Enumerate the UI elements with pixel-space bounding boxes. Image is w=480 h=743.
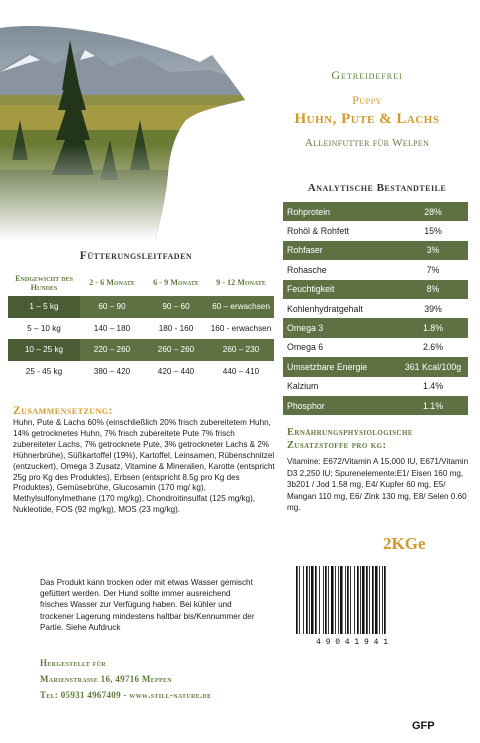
composition-text: Huhn, Pute & Lachs 60% (einschließlich 20% frisch zubereitetem Huhn, 14% getrocknetes Huhn, 7% frisch zubereitete Pute 7% frisch zubereiteter Lachs, 7% getrocknete Pute, 3% getrockneter Lachs & 2% Hühnerbrühe), Süßkartoffel (19%), Kartoffel, Leinsamen, Rübenschnitzel (entzuckert), Omega 3 Zusatz, Vitamine & Mineralien, Karotte (entspricht 25g pro Kg des Produktes), Erbsen (entspricht 8.5g pro Kg des Produktes), Gemüsebrühe, Glucosamin (170 mg/ kg), Methylsulfonylmethane (170 mg/kg), Chondroitinsulfat (125 mg/kg), Nukleotide, FOS (92 mg/kg), MOS (23 mg/kg). [13,418,275,515]
feeding-cell: 140 – 180 [93,323,131,333]
barcode-bar [354,566,355,634]
feeding-row [8,339,274,361]
analytic-row [283,377,468,396]
analytic-row [283,202,468,221]
feeding-table [8,270,274,382]
barcode-bar [323,566,324,634]
barcode-bar [335,566,336,634]
puppy-label: Puppy [352,93,382,107]
analytic-value: 1.1% [422,400,444,411]
complete-food-label: Alleinfutter für Welpen [304,137,430,149]
analytic-row [283,357,468,376]
feeding-header-9-12: 9 - 12 Monate [216,278,266,288]
feeding-cell: 60 – 90 [80,296,144,318]
barcode-bar [350,566,351,634]
analytic-row [283,260,468,279]
feeding-cell: 180 - 160 [158,323,194,333]
analytic-row [283,396,468,415]
recipe-name: Huhn, Pute & Lachs [294,111,440,127]
barcode-bar [379,566,380,634]
analytic-value: 361 Kcal/100g [404,361,462,372]
analytic-name: Phosphor [287,400,325,411]
barcode-bar [360,566,361,634]
manufacturer-block [40,655,280,703]
barcode [294,566,410,646]
barcode-bar [362,566,365,634]
feeding-cell: 10 – 25 kg [8,339,80,361]
analytic-name: Kalzium [287,381,319,392]
barcode-bar [372,566,374,634]
feeding-cell: 90 – 60 [144,296,208,318]
feeding-cell: 25 - 45 kg [25,366,63,376]
barcode-bar [347,566,349,634]
barcode-bar [309,566,310,634]
analytic-value: 28% [424,206,442,217]
analytic-name: Kohlenhydratgehalt [287,303,363,314]
barcode-bar [325,566,327,634]
analytic-name: Rohprotein [287,206,331,217]
feeding-header-weight: Endgewicht des Hundes [15,273,73,292]
barcode-bar [331,566,334,634]
analytic-value: 1.8% [422,323,444,334]
feeding-row [8,318,274,340]
analytic-title: Analytische Bestandteile [307,182,447,194]
analytic-name: Rohfaser [287,245,323,256]
analytic-name: Feuchtigkeit [287,284,335,295]
analytic-row [283,299,468,318]
barcode-bar [299,566,300,634]
barcode-bar [382,566,383,634]
analytic-value: 39% [424,303,442,314]
manufacturer-contact: Tel: 05931 4967409 - www.still-nature.de [40,690,212,700]
feeding-row [8,296,274,318]
barcode-bar [296,566,298,634]
barcode-bar [328,566,329,634]
analytic-row [283,338,468,357]
analytic-name: Rohöl & Rohfett [287,226,350,237]
gfp-label: GFP [412,720,435,732]
feeding-cell: 160 - erwachsen [210,323,272,333]
analytic-value: 3% [426,245,440,256]
analytic-value: 8% [426,284,440,295]
analytic-name: Omega 3 [287,323,324,334]
analytic-name: Umsetzbare Energie [287,361,368,372]
analytic-row [283,241,468,260]
barcode-bar [311,566,314,634]
barcode-bar [340,566,343,634]
product-title-block [262,68,472,149]
feeding-cell: 440 – 410 [222,366,260,376]
manufacturer-address: Marienstraße 16, 49716 Meppen [40,674,172,684]
feeding-cell: 260 – 230 [208,339,274,361]
manufacturer-label: Hergestellt für [40,658,106,668]
nutrition-additives-text: Vitamine: E672/Vitamin A 15,000 IU, E671/Vitamin D3 2,250 IU; Spurenelemente:E1/ Eisen 160 mg, 3b201 / Jod 1.58 mg, E4/ Kupfer 60 mg, E5/ Mangan 110 mg, E6/ Zink 130 mg, E8/ Selen 0.60 mg. [287,457,469,512]
barcode-bar [306,566,308,634]
barcode-bar [366,566,368,634]
barcode-bar [384,566,386,634]
feeding-cell: 5 – 10 kg [27,323,61,333]
analytic-value: 7% [426,264,440,275]
wolf-landscape-image [0,0,250,240]
feeding-header-2-6: 2 - 6 Monate [89,278,135,288]
feeding-cell: 1 – 5 kg [8,296,80,318]
net-weight: 2KGe [383,534,426,553]
barcode-bar [357,566,359,634]
feeding-header-6-9: 6 - 9 Monate [153,278,199,288]
barcode-bar [315,566,317,634]
feeding-cell: 220 – 260 [80,339,144,361]
barcode-bar [345,566,346,634]
feeding-cell: 60 – erwachsen [208,296,274,318]
analytic-row [283,280,468,299]
feeding-row [8,361,274,383]
feeding-cell: 260 – 260 [144,339,208,361]
grain-free-label: Getreidefrei [331,68,403,82]
nutrition-additives-title: Ernährungsphysiologische Zusatzstoffe pro kg: [287,427,413,451]
feeding-cell: 420 – 440 [157,366,195,376]
feeding-cell: 380 – 420 [93,366,131,376]
barcode-digits: 4 9 0 4 1 9 4 1 [315,638,389,646]
barcode-bar [369,566,370,634]
analytic-name: Rohasche [287,264,327,275]
storage-instructions: Das Produkt kann trocken oder mit etwas Wasser gemischt gefüttert werden. Der Hund sollte immer ausreichend frisches Wasser zur Verfügung haben. Bei kühler und trockener Lagerung mindestens haltbar bis/Kennummer der Partie. Siehe Aufdruck [40,578,255,632]
barcode-bar [319,566,320,634]
barcode-bar [303,566,304,634]
analytic-value: 2.6% [422,342,444,353]
barcode-bar [375,566,378,634]
barcode-bar [338,566,339,634]
analytic-name: Omega 6 [287,342,324,353]
analytic-value: 15% [424,226,442,237]
analytic-table [283,202,468,415]
analytic-value: 1.4% [422,381,444,392]
analytic-row [283,318,468,337]
analytic-row [283,221,468,240]
feeding-title: Fütterungsleitfaden [79,250,193,262]
composition-title: Zusammensetzung: [13,405,113,417]
